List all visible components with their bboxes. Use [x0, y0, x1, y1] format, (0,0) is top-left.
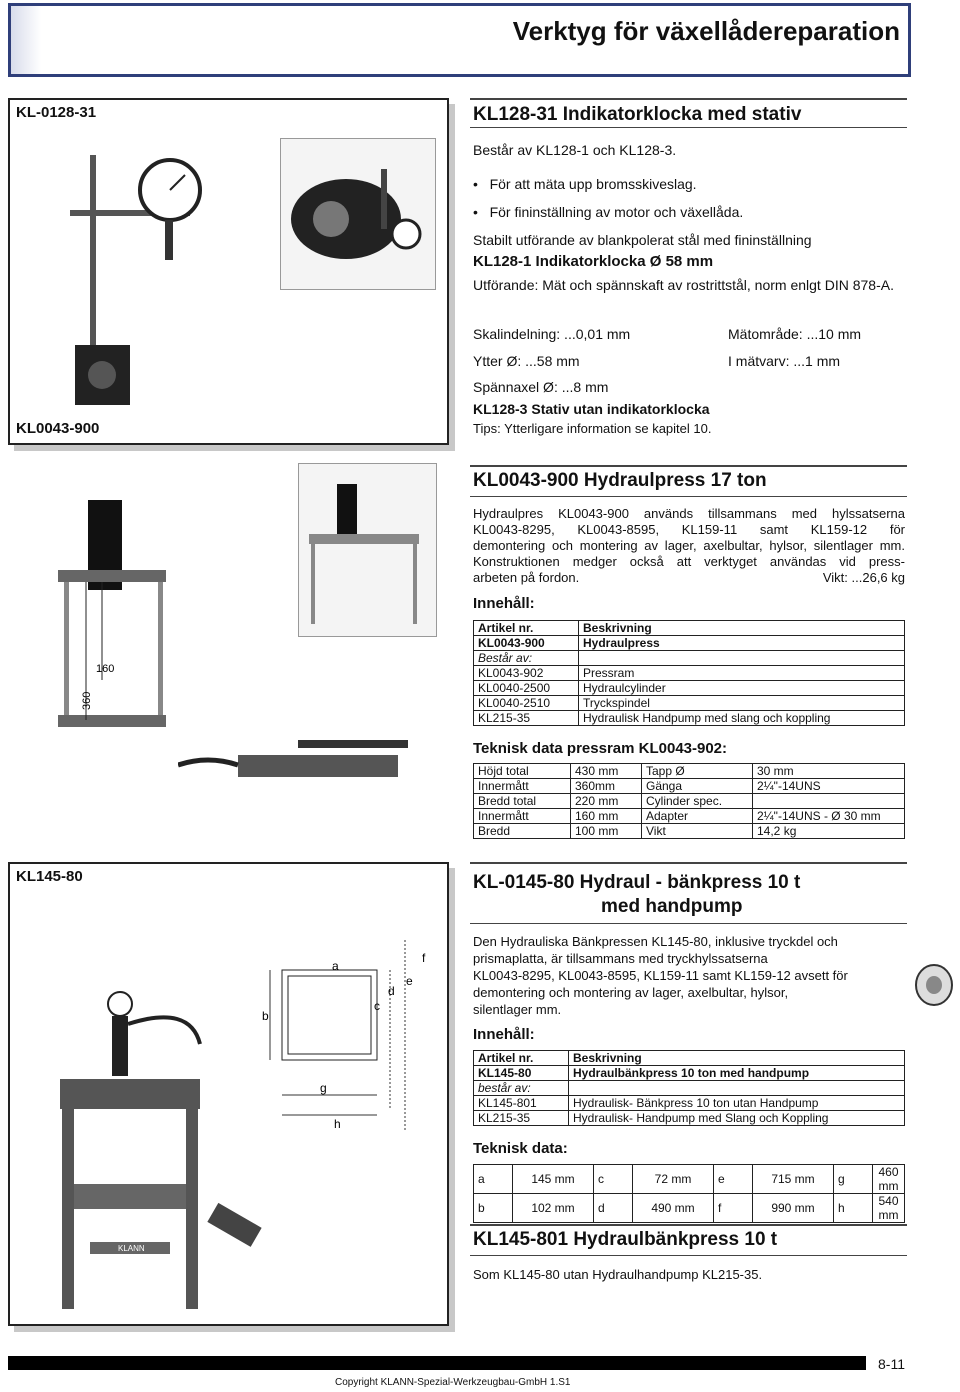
- table-row: a 145 mm c 72 mm e 715 mm g 460 mm: [474, 1165, 905, 1194]
- table-row: KL145-80 Hydraulbänkpress 10 ton med handpump: [474, 1066, 905, 1081]
- divider-4: [470, 1224, 907, 1226]
- bench-press-801-desc: Som KL145-80 utan Hydraulhandpump KL215-35.: [473, 1267, 763, 1282]
- bullet-2: • För fininställning av motor och växellåda.: [473, 204, 744, 220]
- dial-indicator-stand-photo: [50, 150, 210, 410]
- divider-3: [470, 862, 907, 864]
- table-row: Bredd total 220 mm Cylinder spec.: [474, 794, 905, 809]
- table-row: Höjd total 430 mm Tapp Ø 30 mm: [474, 764, 905, 779]
- heading-indicator: KL128-31 Indikatorklocka med stativ: [473, 104, 802, 125]
- hand-pump-photo: [178, 735, 418, 795]
- hand-pump-small-photo: [200, 1194, 280, 1274]
- table-row: Innermått 360mm Gänga 2¼"-14UNS: [474, 779, 905, 794]
- table-row: KL0043-900 Hydraulpress: [474, 636, 905, 651]
- dim-label-f: f: [422, 951, 426, 965]
- product-panel-indicator: [8, 98, 449, 445]
- table-row: KL0040-2510 Tryckspindel: [474, 696, 905, 711]
- bench-press-photo: [50, 984, 220, 1314]
- heading-hydraulic-press: KL0043-900 Hydraulpress 17 ton: [473, 470, 767, 491]
- bench-contents-table: [473, 1050, 905, 1126]
- product-panel-bench-press: [8, 862, 449, 1326]
- dimension-diagram: [250, 910, 440, 1140]
- product-code-bench-press: KL145-80: [16, 868, 83, 885]
- table-row: Bredd 100 mm Vikt 14,2 kg: [474, 824, 905, 839]
- table-row: består av:: [474, 1081, 905, 1096]
- bullet-1: • För att mäta upp bromsskiveslag.: [473, 176, 697, 192]
- heading-bench-press-line2: med handpump: [601, 896, 743, 917]
- divider-1b: [470, 127, 907, 128]
- dim-label-b: b: [262, 1009, 269, 1023]
- press-tech-table: [473, 763, 905, 839]
- contents-label-press: Innehåll:: [473, 595, 535, 612]
- table-row: b 102 mm d 490 mm f 990 mm h 540 mm: [474, 1194, 905, 1223]
- product-code-bottom: KL0043-900: [16, 420, 100, 437]
- page-title: Verktyg för växellådereparation: [512, 16, 900, 46]
- divider-1: [470, 98, 907, 100]
- design-text: Utförande: Mät och spännskaft av rostrittstål, norm enlgt DIN 878-A.: [473, 277, 894, 293]
- table-row: KL215-35 Hydraulisk- Handpump med Slang och Koppling: [474, 1111, 905, 1126]
- table-row: Består av:: [474, 651, 905, 666]
- product-code-top: KL-0128-31: [16, 104, 97, 121]
- heading-bench-press-801: KL145-801 Hydraulbänkpress 10 t: [473, 1229, 778, 1250]
- table-row: KL215-35 Hydraulisk Handpump med slang och koppling: [474, 711, 905, 726]
- press-weight: Vikt: ...26,6 kg: [822, 570, 905, 585]
- dim-label-c: c: [374, 999, 380, 1013]
- press-description: Hydraulpres KL0043-900 används tillsammans med hylssatserna KL0043-8295, KL0043-8595, KL159-11 samt KL159-12 för demontering och montering av lager, axelbultar, hylsor, silentlager mm. Konstruktionen medger också att verktyget användas vid press- arbeten på fordon. Vikt: ...26,6 kg: [473, 506, 905, 585]
- dimension-160: 160: [96, 663, 115, 675]
- press-tech-heading: Teknisk data pressram KL0043-902:: [473, 740, 728, 757]
- gearbox-photo: [280, 138, 436, 290]
- spec-per-rev: I mätvarv: ...1 mm: [728, 353, 841, 369]
- table-row: Innermått 160 mm Adapter 2¼"-14UNS - Ø 30 mm: [474, 809, 905, 824]
- bench-tech-heading: Teknisk data:: [473, 1140, 568, 1157]
- divider-2b: [470, 496, 907, 497]
- table-row: Artikel nr. Beskrivning: [474, 1051, 905, 1066]
- page-number: 8-11: [878, 1356, 905, 1372]
- divider-2: [470, 465, 907, 467]
- heading-bench-press-line1: KL-0145-80 Hydraul - bänkpress 10 t: [473, 872, 801, 893]
- press-frame-photo: [298, 463, 437, 637]
- footer-bar: [8, 1356, 866, 1370]
- stable-text: Stabilt utförande av blankpolerat stål med fininställning: [473, 232, 812, 248]
- dim-label-e: e: [406, 974, 413, 988]
- table-row: KL0040-2500 Hydraulcylinder: [474, 681, 905, 696]
- spec-outer-dia: Ytter Ø: ...58 mm: [473, 353, 580, 369]
- bench-press-description: Den Hydrauliska Bänkpressen KL145-80, inklusive tryckdel och prismaplatta, är tillsammans med tryckhylssatserna KL0043-8295, KL0043-8595, KL159-11 samt KL159-12 avsett för demontering och montering av lager, axelbultar, hylsor, silentlager mm.: [473, 934, 848, 1017]
- dim-label-a: a: [332, 959, 339, 973]
- table-row: KL145-801 Hydraulisk- Bänkpress 10 ton utan Handpump: [474, 1096, 905, 1111]
- bench-tech-table: [473, 1164, 905, 1223]
- press-contents-table: [473, 620, 905, 726]
- page-title-frame: [8, 3, 911, 77]
- spec-range: Mätområde: ...10 mm: [728, 326, 862, 342]
- copyright: Copyright KLANN-Spezial-Werkzeugbau-GmbH 1.S1: [335, 1377, 571, 1388]
- divider-3b: [470, 923, 907, 924]
- dimension-360: 360: [81, 691, 93, 710]
- dim-label-g: g: [320, 1081, 327, 1095]
- contents-label-bench: Innehåll:: [473, 1026, 535, 1043]
- hydraulic-press-photo: [50, 470, 180, 750]
- consists-of-text: Består av KL128-1 och KL128-3.: [473, 142, 677, 158]
- dim-label-h: h: [334, 1117, 341, 1131]
- dim-label-d: d: [388, 984, 395, 998]
- sub-heading-stand: KL128-3 Stativ utan indikatorklocka: [473, 401, 710, 417]
- divider-4b: [470, 1255, 907, 1256]
- brand-label: KLANN: [118, 1244, 145, 1253]
- spec-scale: Skalindelning: ...0,01 mm: [473, 326, 631, 342]
- tips-text: Tips: Ytterligare information se kapitel 10.: [473, 421, 712, 436]
- sub-heading-indicator: KL128-1 Indikatorklocka Ø 58 mm: [473, 253, 714, 270]
- table-row: Artikel nr. Beskrivning: [474, 621, 905, 636]
- table-row: KL0043-902 Pressram: [474, 666, 905, 681]
- gear-thumbnail: [912, 960, 956, 1010]
- spec-clamp-dia: Spännaxel Ø: ...8 mm: [473, 379, 609, 395]
